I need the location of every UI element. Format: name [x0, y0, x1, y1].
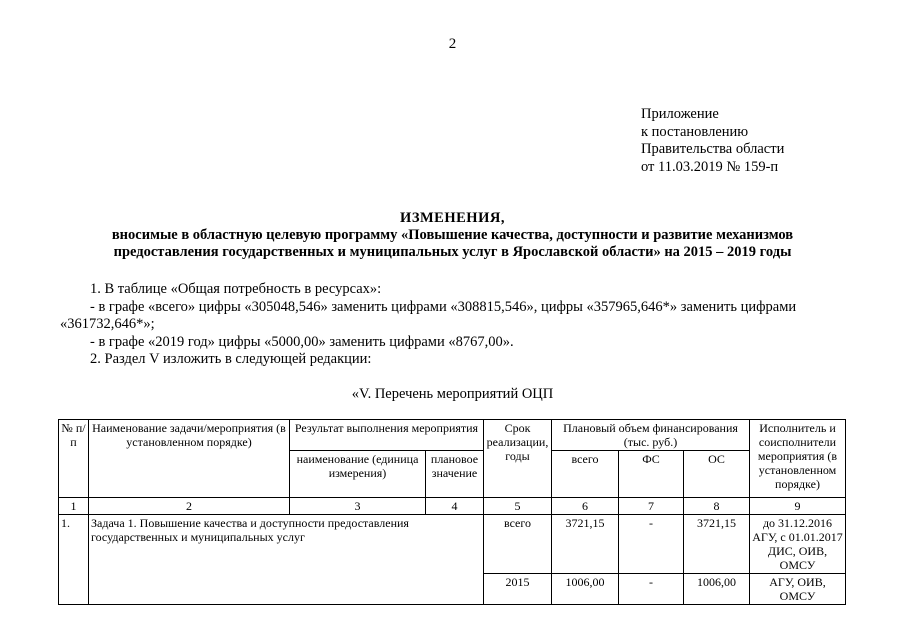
index-cell: 7 [619, 498, 684, 515]
activities-table [58, 419, 846, 605]
title-heading: ИЗМЕНЕНИЯ, [400, 210, 505, 226]
total-cell: 1006,00 [552, 574, 619, 605]
appendix-block [641, 106, 784, 176]
table-row [59, 515, 846, 574]
os-cell: 1006,00 [684, 574, 750, 605]
header-cell-result-plan: плановое значение [426, 451, 484, 498]
paragraph-continuation: «361732,646*»; [60, 316, 155, 332]
term-cell: всего [484, 515, 552, 574]
index-cell: 3 [290, 498, 426, 515]
fs-cell: - [619, 515, 684, 574]
title-subline: предоставления государственных и муниципальных услуг в Ярославской области» на 2015 – 2019 годы [113, 244, 792, 260]
paragraph: - в графе «2019 год» цифры «5000,00» заменить цифрами «8767,00». [90, 333, 514, 350]
task-name: Задача 1. Повышение качества и доступности предоставления государственных и муниципальных услуг [89, 515, 484, 605]
header-cell-result: Результат выполнения мероприятия [290, 420, 484, 451]
paragraph: 1. В таблице «Общая потребность в ресурсах»: [90, 281, 382, 297]
index-cell: 1 [59, 498, 89, 515]
header-cell-total: всего [552, 451, 619, 498]
header-cell-result-name: наименование (единица измерения) [290, 451, 426, 498]
executor-cell: до 31.12.2016 АГУ, с 01.01.2017 ДИС, ОИВ, ОМСУ [750, 515, 846, 574]
index-cell: 6 [552, 498, 619, 515]
executor-cell: АГУ, ОИВ, ОМСУ [750, 574, 846, 605]
section-heading: «V. Перечень мероприятий ОЦП [351, 386, 554, 402]
header-cell-number: № п/п [59, 420, 89, 498]
paragraph: - в графе «всего» цифры «305048,546» заменить цифрами «308815,546», цифры «357965,646*» заменить цифрами [90, 298, 797, 315]
title-subline: вносимые в областную целевую программу «Повышение качества, доступности и развитие механизмов [111, 227, 794, 243]
appendix-date-line: от 11.03.2019 № 159-п [641, 158, 779, 175]
row-number: 1. [59, 515, 89, 605]
page-number: 2 [448, 36, 457, 52]
table-header-row [59, 420, 846, 451]
header-cell-os: ОС [684, 451, 750, 498]
header-cell-financing: Плановый объем финансирования (тыс. руб.) [552, 420, 750, 451]
index-cell: 9 [750, 498, 846, 515]
document-title [60, 210, 845, 261]
body-text [60, 281, 850, 369]
index-cell: 8 [684, 498, 750, 515]
header-cell-name: Наименование задачи/мероприятия (в установленном порядке) [89, 420, 290, 498]
header-cell-term: Срок реализации, годы [484, 420, 552, 498]
total-cell: 3721,15 [552, 515, 619, 574]
appendix-line: к постановлению [641, 123, 749, 140]
fs-cell: - [619, 574, 684, 605]
header-cell-fs: ФС [619, 451, 684, 498]
appendix-line: Приложение [641, 106, 719, 122]
os-cell: 3721,15 [684, 515, 750, 574]
header-cell-executor: Исполнитель и соисполнители мероприятия (в установленном порядке) [750, 420, 846, 498]
index-cell: 5 [484, 498, 552, 515]
paragraph: 2. Раздел V изложить в следующей редакции: [90, 351, 372, 367]
table-index-row [59, 498, 846, 515]
index-cell: 2 [89, 498, 290, 515]
index-cell: 4 [426, 498, 484, 515]
appendix-line: Правительства области [641, 141, 785, 157]
term-cell: 2015 [484, 574, 552, 605]
